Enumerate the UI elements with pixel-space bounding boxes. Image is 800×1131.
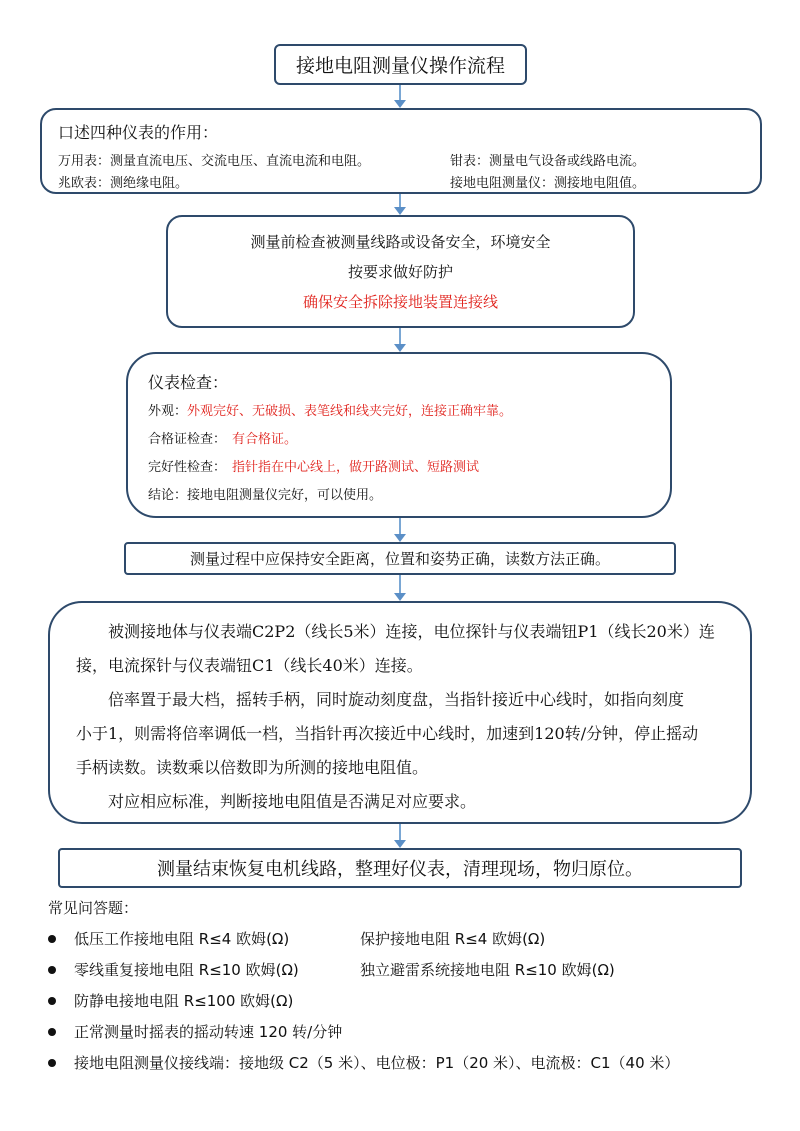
bullet-icon [48,935,56,943]
safety-distance-box [124,542,676,575]
flow-arrow [399,824,401,846]
flow-arrow [399,575,401,599]
faq-item-2a: 零线重复接地电阻 R≤10 欧姆(Ω) [74,961,299,979]
integrity-check [148,456,479,475]
procedure-para-1-line-2: 接，电流探针与仪表端钮C1（线长40米）连接。 [76,656,423,675]
certificate-value: 有合格证。 [232,432,298,447]
instrument-uses-box [40,108,762,194]
flow-arrow [399,194,401,213]
earth-tester-use: 接地电阻测量仪：测接地电阻值。 [450,176,646,191]
integrity-value: 指针指在中心线上，做开路测试、短路测试 [232,460,480,475]
finish-text: 测量结束恢复电机线路，整理好仪表，清理现场，物归原位。 [157,859,643,880]
procedure-para-2-line-2: 小于1，则需将倍率调低一档，当指针再次接近中心线时，加速到120转/分钟，停止摇动 [76,724,699,743]
pre-check-box [166,215,635,328]
instrument-uses-heading: 口述四种仪表的作用： [58,123,219,142]
faq-item [48,1052,679,1073]
procedure-para-2-line-1: 倍率置于最大档，摇转手柄，同时旋动刻度盘，当指针接近中心线时，如指向刻度 [108,690,685,709]
safety-distance-text: 测量过程中应保持安全距离，位置和姿势正确，读数方法正确。 [189,550,610,568]
faq-item [48,990,293,1011]
megger-use: 兆欧表：测绝缘电阻。 [58,176,189,191]
appearance-value: 外观完好、无破损、表笔线和线夹完好，连接正确牢靠。 [187,404,513,419]
bullet-icon [48,1028,56,1036]
faq-item-1a: 低压工作接地电阻 R≤4 欧姆(Ω) [74,930,290,948]
instrument-check-box [126,352,672,518]
pre-check-line-1: 测量前检查被测量线路或设备安全，环境安全 [250,233,551,251]
appearance-check [148,400,512,419]
procedure-para-1-line-1: 被测接地体与仪表端C2P2（线长5米）连接，电位探针与仪表端钮P1（线长20米）连 [108,622,715,641]
faq-item [48,928,546,949]
multimeter-use: 万用表：测量直流电压、交流电压、直流电流和电阻。 [58,154,371,169]
bullet-icon [48,966,56,974]
faq-title: 常见问答题： [48,899,139,917]
flow-arrow [399,85,401,106]
instrument-check-heading: 仪表检查： [148,373,229,392]
finish-box [58,848,742,888]
faq-item-1b: 保护接地电阻 R≤4 欧姆(Ω) [360,930,546,948]
flow-arrow [399,518,401,540]
faq-item [48,1021,342,1042]
certificate-label: 合格证检查： [148,432,227,447]
certificate-check [148,428,297,447]
check-conclusion: 结论：接地电阻测量仪完好，可以使用。 [148,488,383,503]
measurement-procedure-box [48,601,752,824]
bullet-icon [48,997,56,1005]
flow-arrow [399,328,401,350]
pre-check-line-2: 按要求做好防护 [347,263,453,281]
bullet-icon [48,1059,56,1067]
faq-item-5: 接地电阻测量仪接线端：接地级 C2（5 米）、电位极：P1（20 米）、电流极：C1（40 米） [74,1054,680,1072]
page-title [274,44,527,85]
pre-check-line-3: 确保安全拆除接地装置连接线 [302,293,498,311]
clamp-meter-use: 钳表：测量电气设备或线路电流。 [450,154,646,169]
procedure-para-3: 对应相应标准，判断接地电阻值是否满足对应要求。 [108,792,477,811]
faq-item-3: 防静电接地电阻 R≤100 欧姆(Ω) [74,992,294,1010]
appearance-label: 外观： [148,404,188,419]
page-title-text: 接地电阻测量仪操作流程 [295,55,505,77]
faq-item [48,959,615,980]
faq-item-2b: 独立避雷系统接地电阻 R≤10 欧姆(Ω) [360,961,615,979]
integrity-label: 完好性检查： [148,460,227,475]
procedure-para-2-line-3: 手柄读数。读数乘以倍数即为所测的接地电阻值。 [76,758,429,777]
faq-item-4: 正常测量时摇表的摇动转速 120 转/分钟 [74,1023,343,1041]
